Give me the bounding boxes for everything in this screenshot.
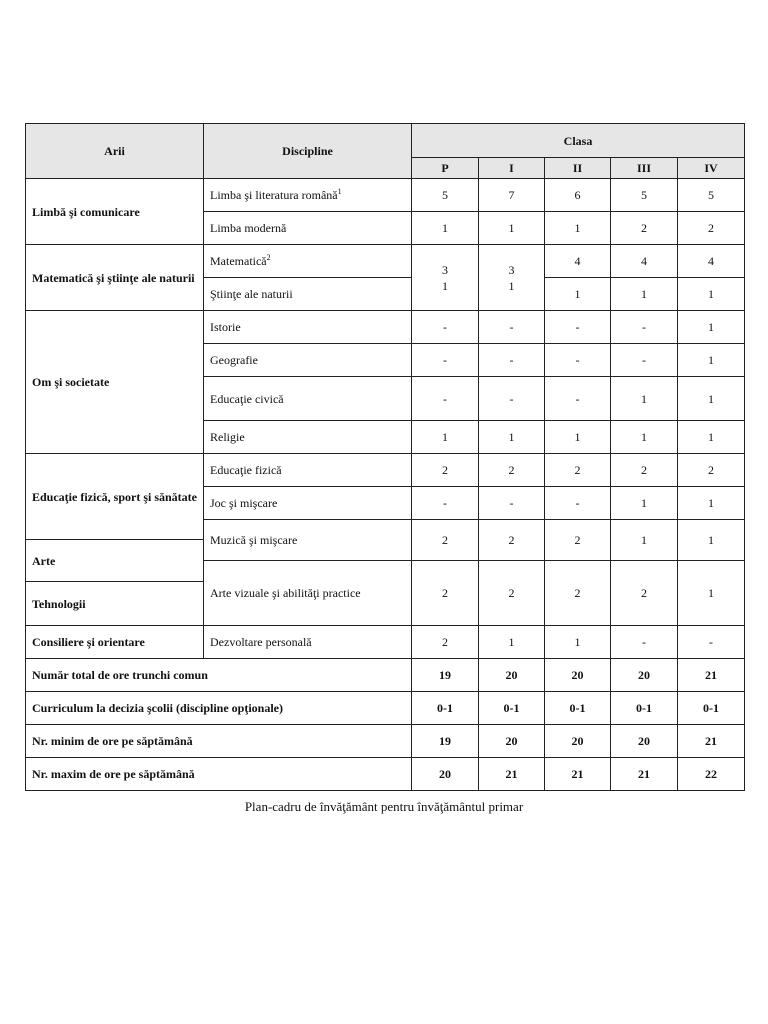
discipline-cell: Joc şi mişcare [204,487,412,520]
value-cell: 2 [611,212,678,245]
total-label: Curriculum la decizia şcolii (discipline opţionale) [26,692,412,725]
total-value: 20 [479,725,545,758]
value-cell: - [412,487,479,520]
table-row [26,245,745,278]
value-cell: 1 [545,421,611,454]
header-grade: I [479,158,545,179]
value-cell: - [611,344,678,377]
header-clasa: Clasa [412,124,745,158]
header-arii: Arii [26,124,204,179]
value-cell: - [479,487,545,520]
value-cell: 1 [678,487,745,520]
value-cell: 1 [611,421,678,454]
value-cell: 1 [678,561,745,626]
total-value: 20 [545,725,611,758]
value-cell: 1 [678,377,745,421]
value-cell: - [611,626,678,659]
value-mat: 3 [508,262,515,277]
total-value: 21 [545,758,611,791]
value-cell: 1 [678,520,745,561]
value-cell: 1 [678,421,745,454]
total-value: 0-1 [479,692,545,725]
value-cell: - [545,311,611,344]
total-value: 0-1 [412,692,479,725]
value-cell: 7 [479,179,545,212]
discipline-cell: Educaţie civică [204,377,412,421]
value-cell: 5 [412,179,479,212]
footnote-mark: 1 [337,187,342,196]
value-cell: 2 [479,520,545,561]
total-value: 19 [412,659,479,692]
discipline-cell [204,245,412,278]
merged-value-cell [412,245,479,311]
footnote-mark: 2 [266,253,271,262]
total-value: 20 [479,659,545,692]
total-value: 0-1 [545,692,611,725]
table-row [26,626,745,659]
value-cell: - [479,344,545,377]
discipline-cell: Geografie [204,344,412,377]
total-value: 21 [611,758,678,791]
value-cell: - [545,344,611,377]
value-cell: - [412,377,479,421]
table-row [26,454,745,487]
discipline-cell: Limba modernă [204,212,412,245]
table-row [26,179,745,212]
value-cell: 2 [479,561,545,626]
value-cell: 1 [678,278,745,311]
value-cell: 1 [611,377,678,421]
value-cell: 2 [611,561,678,626]
total-label: Nr. maxim de ore pe săptămână [26,758,412,791]
area-consiliere: Consiliere şi orientare [26,626,204,659]
header-grade: III [611,158,678,179]
total-value: 20 [611,659,678,692]
area-educatie-fizica: Educaţie fizică, sport şi sănătate [26,454,204,540]
value-cell: 2 [545,520,611,561]
discipline-label: Limba şi literatura română [210,188,338,202]
value-cell: 1 [611,278,678,311]
total-label: Număr total de ore trunchi comun [26,659,412,692]
area-arte: Arte [26,540,204,582]
value-cell: 1 [412,212,479,245]
area-om: Om şi societate [26,311,204,454]
total-row [26,659,745,692]
value-cell: 2 [479,454,545,487]
total-row [26,758,745,791]
header-discipline: Discipline [204,124,412,179]
value-cell: 1 [479,421,545,454]
curriculum-table [25,123,745,791]
value-cell: 4 [678,245,745,278]
value-cell: 6 [545,179,611,212]
value-cell: 2 [545,561,611,626]
value-cell: 2 [611,454,678,487]
value-cell: - [611,311,678,344]
value-stiinte: 1 [442,278,448,293]
value-mat: 3 [442,262,448,277]
total-value: 22 [678,758,745,791]
value-stiinte: 1 [508,278,515,293]
value-cell: 1 [678,311,745,344]
area-limba: Limbă şi comunicare [26,179,204,245]
value-cell: - [479,377,545,421]
discipline-cell: Arte vizuale şi abilităţi practice [204,561,412,626]
discipline-cell: Ştiinţe ale naturii [204,278,412,311]
value-cell: - [412,311,479,344]
discipline-cell: Muzică şi mişcare [204,520,412,561]
value-cell: 2 [412,561,479,626]
total-value: 0-1 [678,692,745,725]
value-cell: 1 [611,487,678,520]
value-cell: 1 [611,520,678,561]
header-grade: II [545,158,611,179]
value-cell: 5 [611,179,678,212]
discipline-cell: Religie [204,421,412,454]
area-matematica: Matematică şi ştiinţe ale naturii [26,245,204,311]
discipline-cell: Istorie [204,311,412,344]
discipline-cell [204,179,412,212]
header-grade: IV [678,158,745,179]
total-value: 20 [545,659,611,692]
total-label: Nr. minim de ore pe săptămână [26,725,412,758]
value-cell: 1 [545,212,611,245]
discipline-cell: Dezvoltare personală [204,626,412,659]
total-value: 21 [479,758,545,791]
value-cell: 2 [412,454,479,487]
area-tehnologii: Tehnologii [26,582,204,626]
value-cell: 2 [412,626,479,659]
value-cell: 1 [412,421,479,454]
value-cell: 2 [545,454,611,487]
value-cell: 2 [678,454,745,487]
value-cell: 1 [545,278,611,311]
total-value: 20 [412,758,479,791]
table-row [26,311,745,344]
discipline-cell: Educaţie fizică [204,454,412,487]
value-cell: - [412,344,479,377]
value-cell: - [479,311,545,344]
discipline-label: Matematică [210,254,267,268]
value-cell: 1 [479,212,545,245]
total-row [26,725,745,758]
value-cell: - [545,377,611,421]
value-cell: 4 [545,245,611,278]
total-value: 0-1 [611,692,678,725]
value-cell: 1 [545,626,611,659]
value-cell: 4 [611,245,678,278]
value-cell: 5 [678,179,745,212]
total-value: 21 [678,725,745,758]
merged-value-cell [479,245,545,311]
total-value: 20 [611,725,678,758]
total-value: 21 [678,659,745,692]
table-caption: Plan-cadru de învăţământ pentru învăţământul primar [244,799,524,814]
total-row [26,692,745,725]
value-cell: 1 [479,626,545,659]
value-cell: - [678,626,745,659]
value-cell: 1 [678,344,745,377]
value-cell: - [545,487,611,520]
header-grade: P [412,158,479,179]
value-cell: 2 [412,520,479,561]
total-value: 19 [412,725,479,758]
value-cell: 2 [678,212,745,245]
